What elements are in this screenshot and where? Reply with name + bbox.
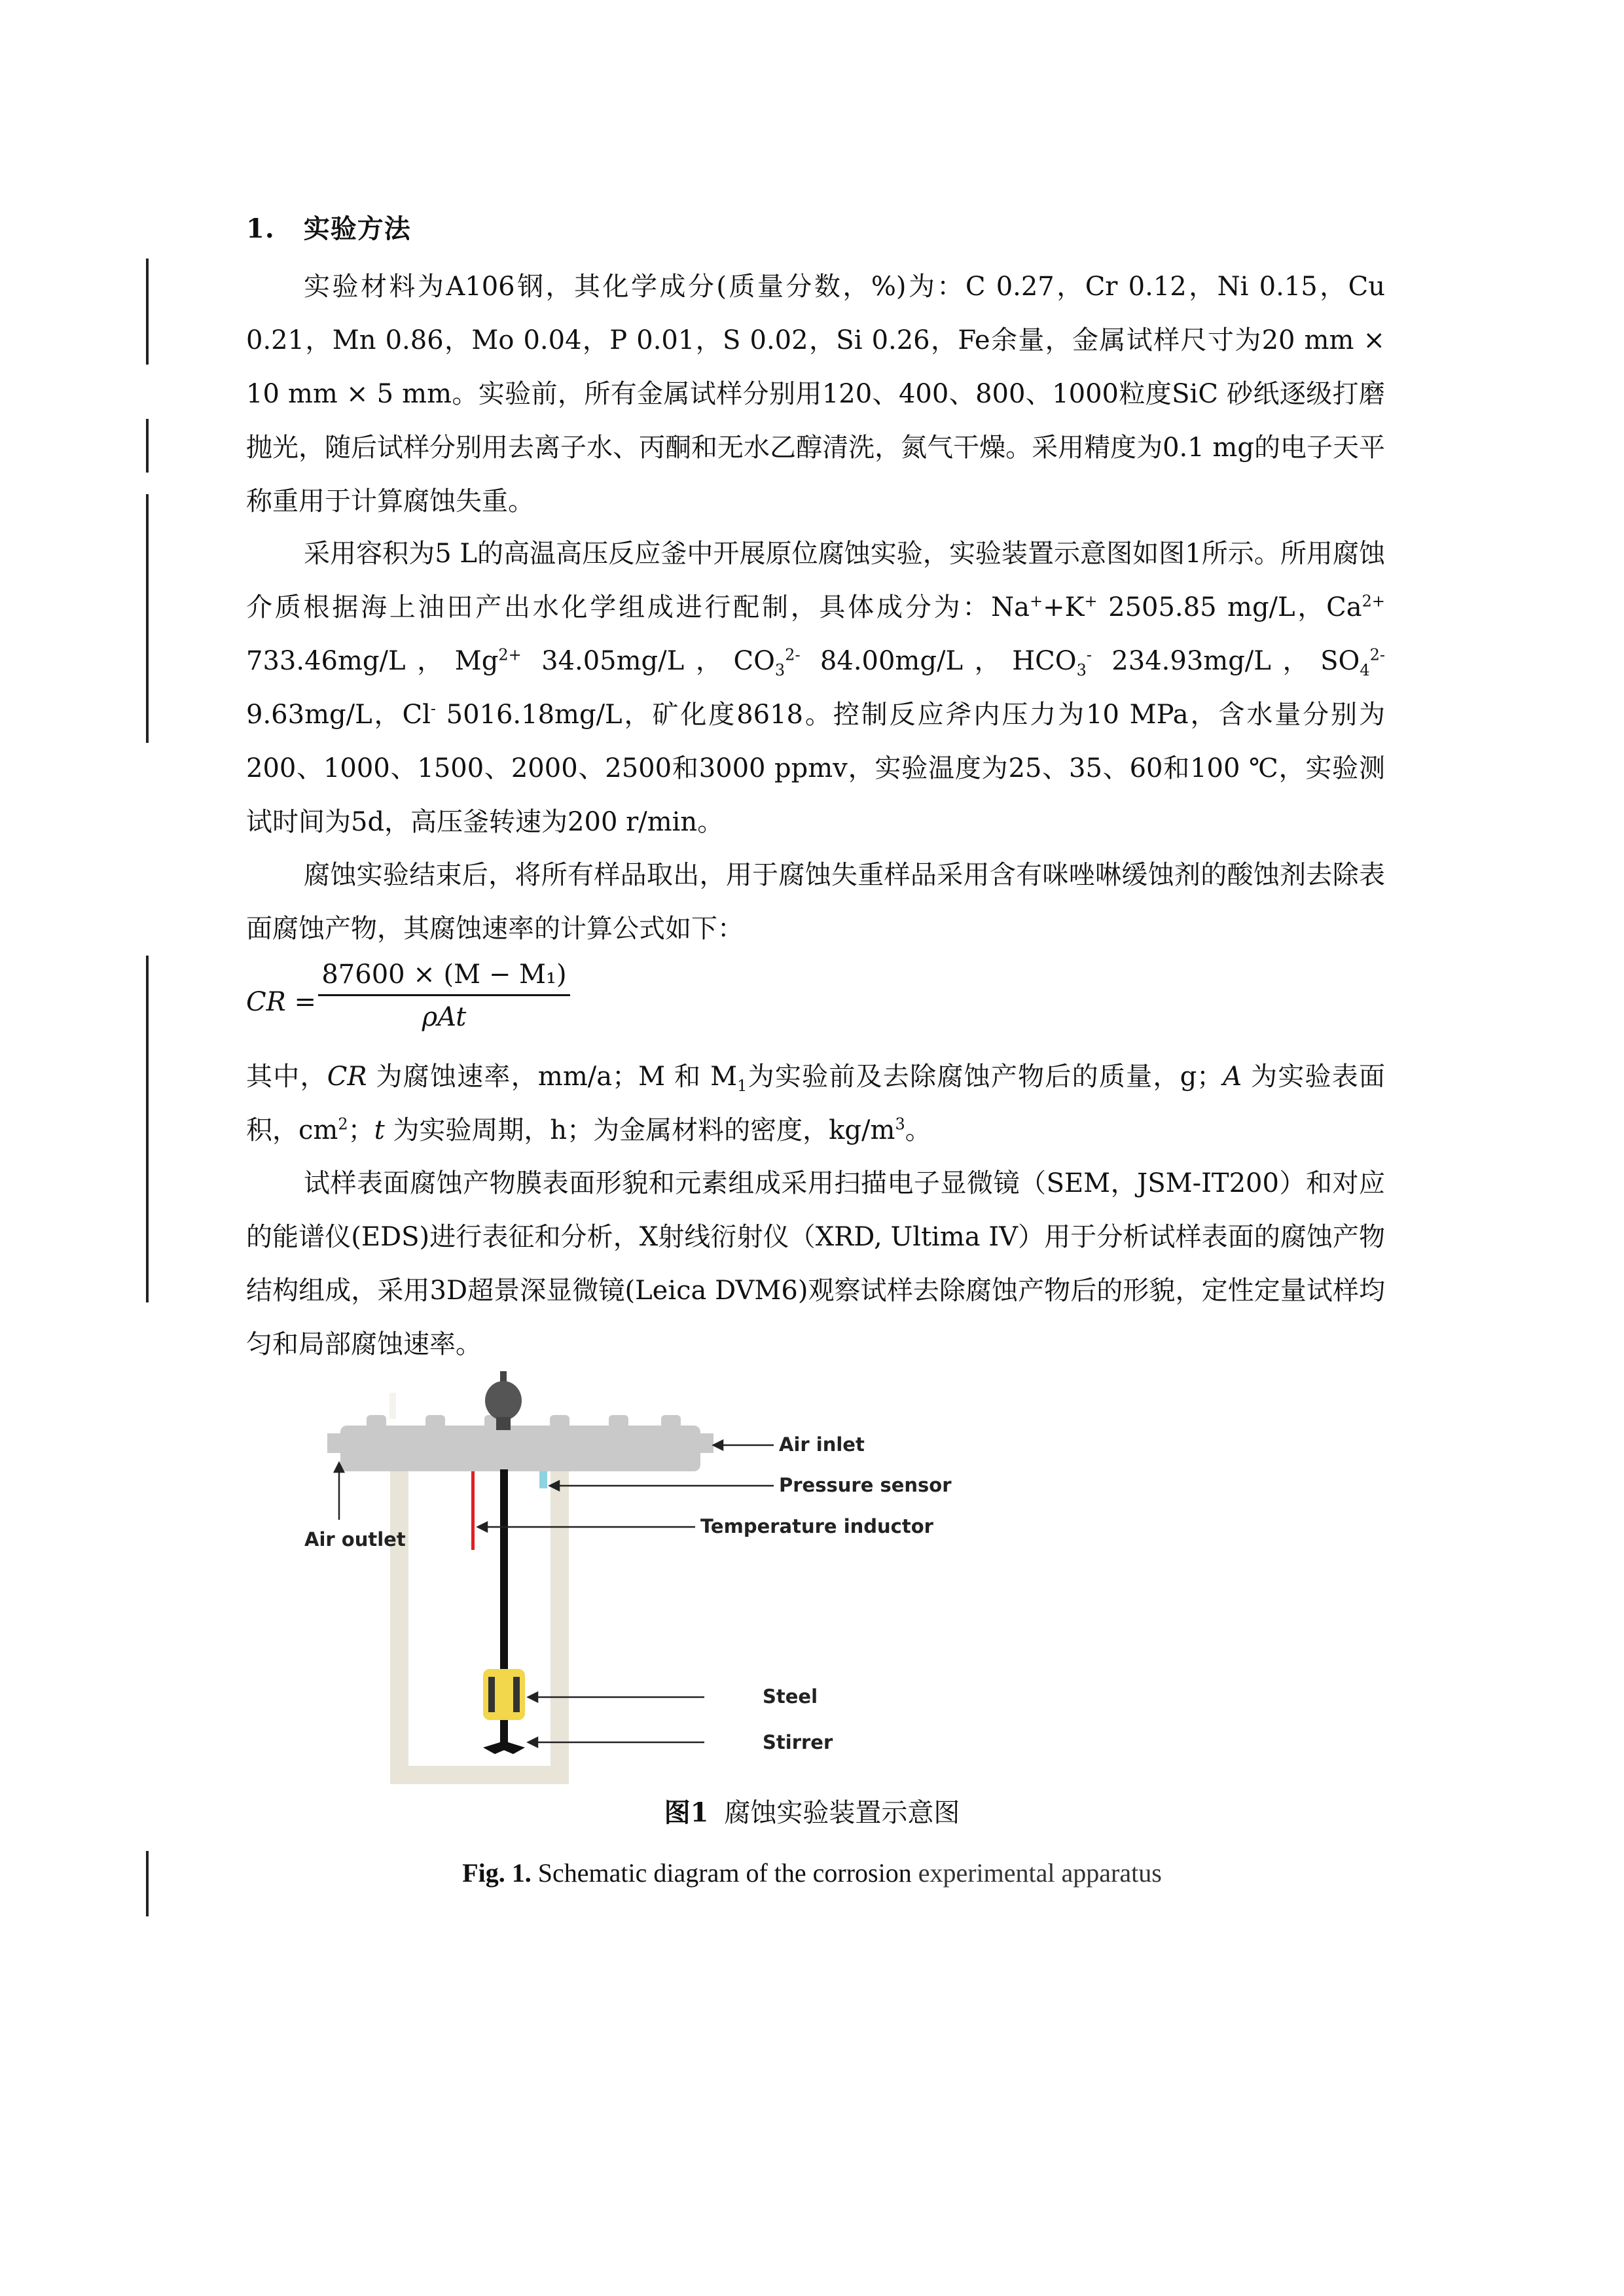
apparatus-figure <box>288 1368 975 1787</box>
lid-flange-right <box>690 1433 713 1453</box>
var-t: t <box>374 1115 385 1145</box>
var-a: A <box>1223 1062 1242 1092</box>
revision-bar <box>146 259 149 365</box>
subscript: 3 <box>774 661 785 679</box>
label-steel: Steel <box>763 1685 818 1708</box>
fraction-bar <box>318 994 570 996</box>
lid-bolt <box>609 1415 628 1428</box>
pressure-probe <box>539 1471 547 1488</box>
label-air-inlet: Air inlet <box>779 1433 865 1456</box>
caption-en-text-tail: experimental apparatus <box>911 1858 1162 1888</box>
superscript: - <box>430 699 436 718</box>
motor-coupling <box>496 1417 511 1430</box>
paragraph-variables <box>246 1050 1385 1157</box>
formula-numerator: 87600 × (M − M₁) <box>321 960 567 990</box>
arrowhead <box>528 1738 537 1747</box>
paragraph-cleaning: 腐蚀实验结束后，将所有样品取出，用于腐蚀失重样品采用含有咪唑啉缓蚀剂的酸蚀剂去除表面腐蚀产物，其腐蚀速率的计算公式如下： <box>246 860 1385 944</box>
lid-bolt <box>661 1415 681 1428</box>
superscript: 2 <box>338 1115 348 1134</box>
superscript: 2- <box>1369 645 1385 664</box>
arrowhead <box>713 1441 723 1450</box>
label-pressure-sensor: Pressure sensor <box>779 1474 952 1496</box>
text-run: 为实验前及去除腐蚀产物后的质量，g； <box>747 1062 1223 1092</box>
formula-fraction <box>318 958 570 1034</box>
superscript: 2+ <box>498 645 522 664</box>
text-run: 其中， <box>246 1062 327 1092</box>
text-run: 2505.85 mg/L，Ca <box>1097 592 1362 622</box>
text-run: +K <box>1043 592 1085 622</box>
paragraph-characterization: 试样表面腐蚀产物膜表面形貌和元素组成采用扫描电子显微镜（SEM，JSM-IT200）和对应的能谱仪(EDS)进行表征和分析，X射线衍射仪（XRD, Ultima IV）用于分析试样表面的腐蚀产物结构组成，采用3D超景深显微镜(Leica DVM6)观察试样去除腐蚀产物后的形貌，定性定量试样均匀和局部腐蚀速率。 <box>246 1168 1385 1359</box>
text-run: 34.05mg/L，CO <box>521 646 775 676</box>
superscript: 3 <box>895 1115 905 1134</box>
caption-en-text: Schematic diagram of the corrosion <box>531 1858 912 1888</box>
paragraph-materials: 实验材料为A106钢，其化学成分(质量分数，%)为：C 0.27，Cr 0.12，Ni 0.15，Cu 0.21，Mn 0.86，Mo 0.04，P 0.01，S 0.02，Si 0.26，Fe余量，金属试样尺寸为20 mm × 10 mm × 5 mm。实验前，所有金属试样分别用120、400、800、1000粒度SiC 砂纸逐级打磨抛光，随后试样分别用去离子水、丙酮和无水乙醇清洗，氮气干燥。采用精度为0.1 mg的电子天平称重用于计算腐蚀失重。 <box>246 272 1385 516</box>
arrowhead <box>478 1522 487 1532</box>
text-run: 733.46mg/L，Mg <box>246 646 499 676</box>
text-run: 5016.18mg/L，矿化度8618。控制反应斧内压力为10 MPa，含水量分别为200、1000、1500、2000、2500和3000 ppmv，实验温度为25、35、60和100 ℃，实验测试时间为5d，高压釜转速为200 r/min。 <box>246 700 1385 837</box>
paragraph-setup <box>246 527 1385 849</box>
superscript: + <box>1084 592 1098 611</box>
motor-icon <box>485 1381 522 1420</box>
superscript: - <box>1086 645 1092 664</box>
caption-cn-number: 图1 <box>664 1797 709 1828</box>
text-run: 234.93mg/L，SO <box>1091 646 1360 676</box>
label-air-outlet: Air outlet <box>304 1528 406 1551</box>
figure-caption-cn <box>0 1792 1624 1829</box>
temperature-probe <box>471 1471 475 1550</box>
var-cr: CR <box>327 1062 367 1092</box>
caption-en-number: Fig. 1. <box>462 1858 532 1888</box>
text-run: 为腐蚀速率，mm/a；M 和 M <box>367 1062 738 1092</box>
section-number: 1. <box>246 213 275 244</box>
steel-slot <box>513 1677 520 1712</box>
text-run: 采用容积为5 L的高温高压反应釜中开展原位腐蚀实验，实验装置示意图如图1所示。所用腐蚀介质根据海上油田产出水化学组成进行配制，具体成分为：Na <box>246 539 1385 622</box>
stirrer-blade <box>483 1741 525 1754</box>
superscript: + <box>1030 592 1043 611</box>
text-run: 为实验周期，h；为金属材料的密度，kg/m <box>384 1115 895 1145</box>
subscript: 1 <box>737 1077 748 1095</box>
lid-bolt <box>425 1415 445 1428</box>
caption-cn-text: 腐蚀实验装置示意图 <box>724 1798 960 1828</box>
section-heading <box>246 208 411 245</box>
superscript: 2- <box>785 645 801 664</box>
lid-bolt <box>550 1415 569 1428</box>
formula-lhs: CR = <box>246 987 316 1017</box>
section-title: 实验方法 <box>303 213 411 244</box>
revision-bar <box>146 956 149 1302</box>
vessel-wall <box>399 1453 560 1775</box>
reactor-lid <box>340 1426 700 1471</box>
steel-slot <box>488 1677 495 1712</box>
text-run: 为实验表面积，cm <box>246 1062 1386 1145</box>
revision-bar <box>146 419 149 473</box>
text-run: 84.00mg/L，HCO <box>800 646 1077 676</box>
lid-bolt <box>367 1415 386 1428</box>
subscript: 4 <box>1360 661 1370 679</box>
label-stirrer: Stirrer <box>763 1731 833 1753</box>
lid-post <box>389 1393 396 1419</box>
apparatus-diagram <box>288 1368 975 1787</box>
arrowhead <box>528 1693 537 1702</box>
subscript: 3 <box>1076 661 1087 679</box>
lid-flange-left <box>327 1433 351 1453</box>
formula-denominator: ρAt <box>422 1002 467 1032</box>
text-run: 9.63mg/L，Cl <box>246 700 431 730</box>
label-temperature-inductor: Temperature inductor <box>700 1515 933 1537</box>
superscript: 2+ <box>1362 592 1385 611</box>
text-run: 。 <box>905 1115 931 1145</box>
revision-bar <box>146 494 149 743</box>
figure-caption-en <box>0 1857 1624 1888</box>
text-run: ； <box>348 1115 374 1145</box>
